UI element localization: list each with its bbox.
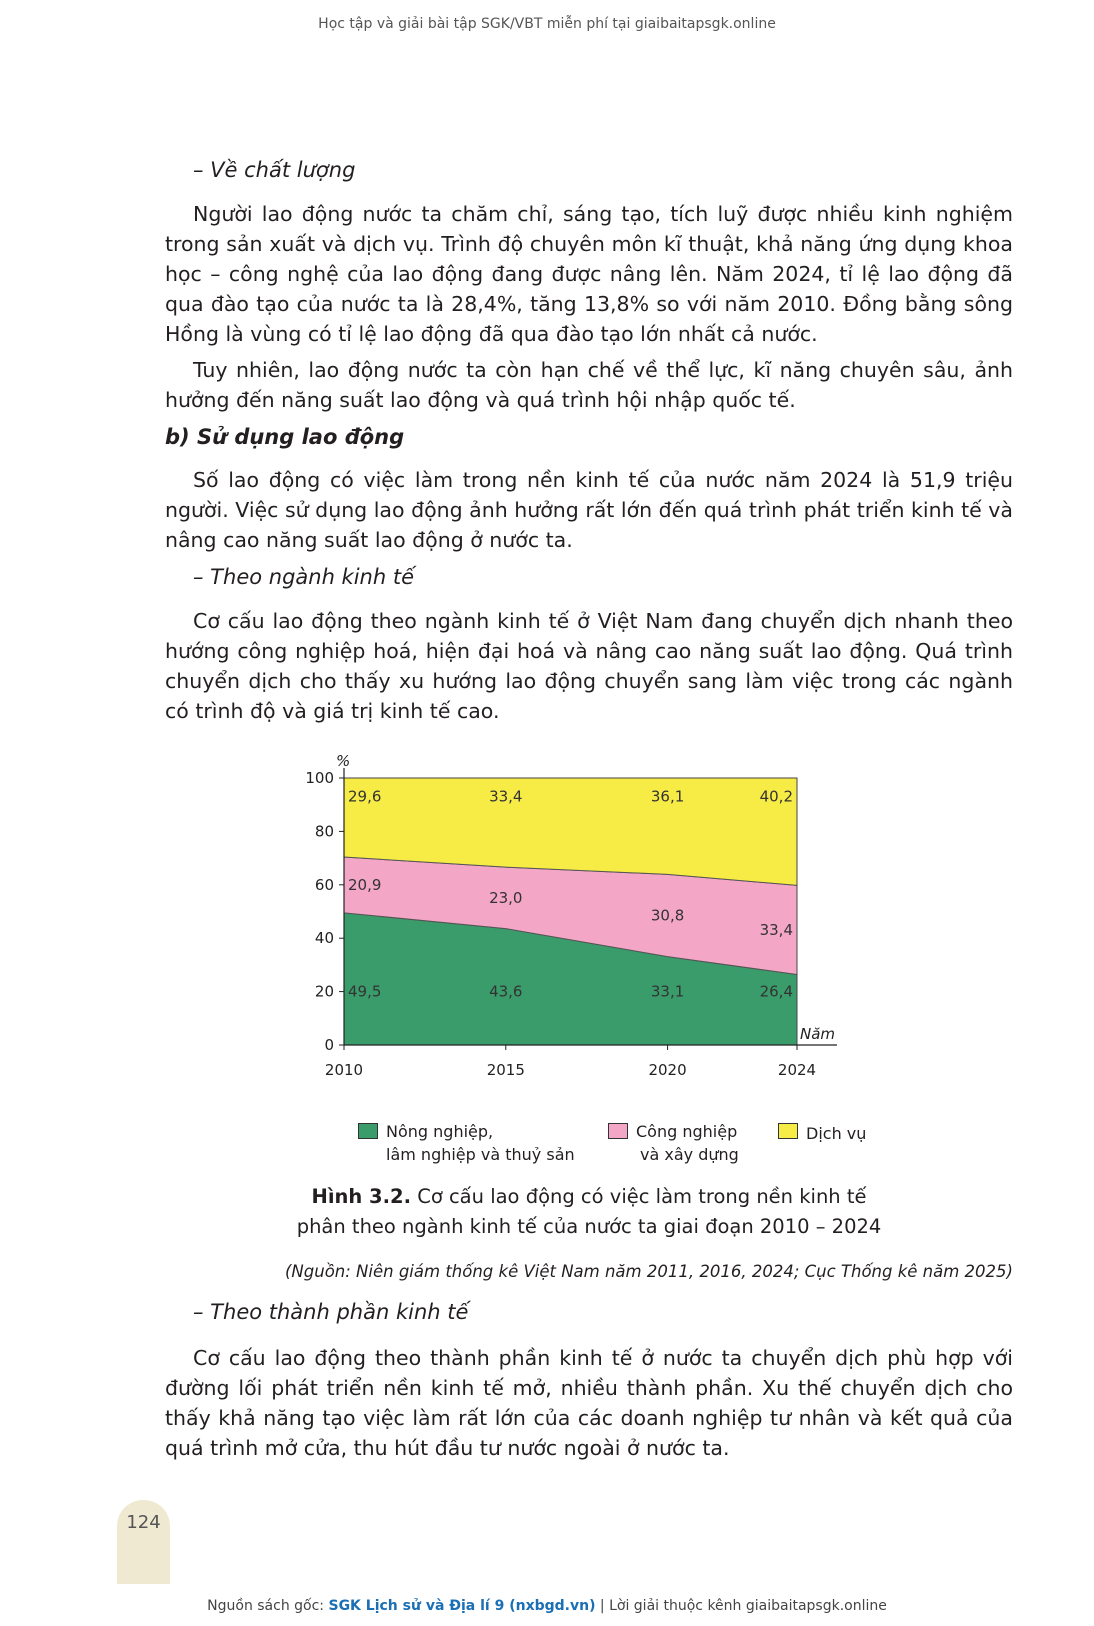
quality-paragraph-2: Tuy nhiên, lao động nước ta còn hạn chế về thể lực, kĩ năng chuyên sâu, ảnh hưởng đến năng suất lao động và quá trình hội nhập quốc tế. [165,358,1013,412]
label-industry-2010: 20,9 [348,875,382,894]
label-agriculture-2024: 26,4 [759,982,793,1001]
legend-industry [608,1120,768,1166]
label-services-2024: 40,2 [759,787,793,806]
footer-separator: | [595,1598,610,1614]
label-services-2020: 36,1 [650,787,685,806]
figure-caption [165,1182,1013,1242]
label-industry-2020: 30,8 [650,906,685,925]
x-tick-label-2015: 2015 [486,1061,525,1079]
legend-agriculture [358,1120,578,1166]
y-tick-label-0: 0 [324,1036,334,1054]
legend-label-agriculture-2: lâm nghiệp và thuỷ sản [386,1145,575,1164]
sector-paragraph: Cơ cấu lao động theo ngành kinh tế ở Việt Nam đang chuyển dịch nhanh theo hướng công nghiệp hoá, hiện đại hoá và nâng cao năng suất lao động. Quá trình chuyển dịch cho thấy xu hướng lao động chuyển sang làm việc trong các ngành có trình độ và giá trị kinh tế cao. [165,609,1013,723]
y-tick-label-40: 40 [314,929,334,948]
page-number: 124 [126,1512,161,1533]
label-services-2015: 33,4 [489,787,523,806]
figure-caption-line-2: phân theo ngành kinh tế của nước ta giai đoạn 2010 – 2024 [296,1215,882,1238]
label-industry-2024: 33,4 [759,920,793,939]
ownership-title: – Theo thành phần kinh tế [193,1300,469,1324]
legend-swatch-agriculture [358,1123,378,1139]
x-tick-label-2010: 2010 [324,1061,364,1079]
labor-structure-chart [300,755,860,1085]
figure-caption-line-1: Cơ cấu lao động có việc làm trong nền kinh tế [417,1185,867,1208]
quality-title: – Về chất lượng [193,158,356,182]
y-axis-label: % [336,755,351,770]
label-agriculture-2020: 33,1 [650,982,685,1001]
label-agriculture-2010: 49,5 [348,982,382,1001]
y-tick-label-60: 60 [314,875,334,894]
legend-services [778,1120,898,1145]
footer-book-link[interactable]: SGK Lịch sử và Địa lí 9 (nxbgd.vn) [328,1598,596,1614]
quality-paragraph-1: Người lao động nước ta chăm chỉ, sáng tạo, tích luỹ được nhiều kinh nghiệm trong sản xuất và dịch vụ. Trình độ chuyên môn kĩ thuật, khả năng ứng dụng khoa học – công nghệ của lao động đang được nâng lên. Năm 2024, tỉ lệ lao động đã qua đào tạo của nước ta là 28,4%, tăng 13,8% so với năm 2010. Đồng bằng sông Hồng là vùng có tỉ lệ lao động đã qua đào tạo lớn nhất cả nước. [165,202,1013,346]
label-industry-2015: 23,0 [489,888,523,907]
y-tick-label-20: 20 [314,982,334,1001]
usage-title: b) Sử dụng lao động [165,425,405,449]
ownership-paragraph: Cơ cấu lao động theo thành phần kinh tế ở nước ta chuyển dịch phù hợp với đường lối phát triển nền kinh tế mở, nhiều thành phần. Xu thế chuyển dịch cho thấy khả năng tạo việc làm rất lớn của các doanh nghiệp tư nhân và kết quả của quá trình mở cửa, thu hút đầu tư nước ngoài ở nước ta. [165,1346,1013,1460]
legend-swatch-industry [608,1123,628,1139]
legend-label-services: Dịch vụ [806,1124,867,1143]
footer-prefix: Nguồn sách gốc: [207,1598,329,1614]
legend-label-industry-1: Công nghiệp [636,1122,738,1141]
legend-swatch-services [778,1123,798,1139]
figure-number: Hình 3.2. [311,1185,412,1208]
x-tick-label-2024: 2024 [777,1061,817,1079]
legend-label-agriculture-1: Nông nghiệp, [386,1122,494,1141]
figure-source: (Nguồn: Niên giám thống kê Việt Nam năm 2011, 2016, 2024; Cục Thống kê năm 2025) [284,1262,1013,1281]
x-tick-label-2020: 2020 [648,1061,687,1079]
y-tick-label-80: 80 [314,822,334,841]
site-footer [0,1598,1094,1614]
label-agriculture-2015: 43,6 [489,982,523,1001]
legend-label-industry-2: và xây dựng [640,1145,739,1164]
usage-paragraph: Số lao động có việc làm trong nền kinh tế của nước năm 2024 là 51,9 triệu người. Việc sử dụng lao động ảnh hưởng rất lớn đến quá trình phát triển kinh tế và nâng cao năng suất lao động ở nước ta. [165,468,1013,552]
sector-title: – Theo ngành kinh tế [193,565,415,589]
label-services-2010: 29,6 [348,787,382,806]
x-axis-label: Năm [800,1025,836,1043]
site-header: Học tập và giải bài tập SGK/VBT miễn phí tại giaibaitapsgk.online [318,16,776,32]
y-tick-label-100: 100 [305,769,334,787]
footer-suffix: Lời giải thuộc kênh giaibaitapsgk.online [609,1598,887,1614]
